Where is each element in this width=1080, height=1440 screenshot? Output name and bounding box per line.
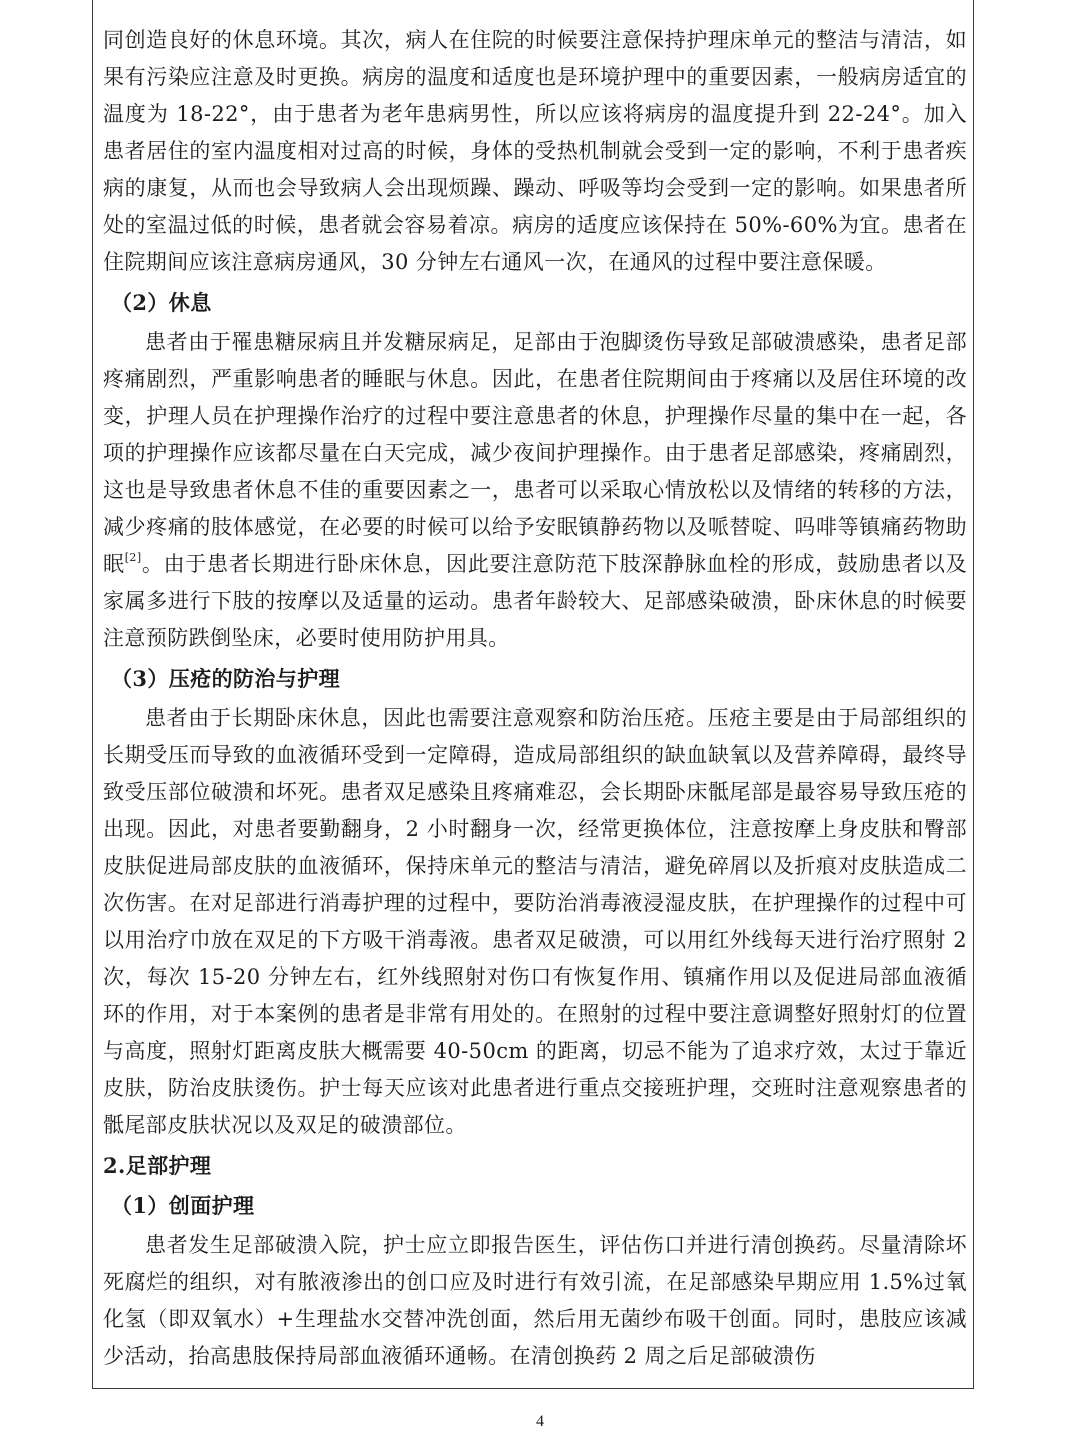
section-heading-foot-care: 2.足部护理	[103, 1153, 212, 1178]
paragraph-environment: 同创造良好的休息环境。其次，病人在住院的时候要注意保持护理床单元的整洁与清洁，如果有污染应注意及时更换。病房的温度和适度也是环境护理中的重要因素，一般病房适宜的温度为 18-22°，由于患者为老年患病男性，所以应该将病房的温度提升到 22-24°。加入患者居住的室内温度相对过高的时候，身体的受热机制就会受到一定的影响，不利于患者疾病的康复，从而也会导致病人会出现烦躁、躁动、呼吸等均会受到一定的影响。如果患者所处的室温过低的时候，患者就会容易着凉。病房的适度应该保持在 50%-60%为宜。患者在住院期间应该注意病房通风，30 分钟左右通风一次，在通风的过程中要注意保暖。	[103, 28, 967, 274]
section-heading-pressure-sore: （3）压疮的防治与护理	[111, 666, 341, 691]
page-number: 4	[536, 1413, 544, 1430]
section-heading-rest: （2）休息	[111, 290, 212, 315]
document-body	[103, 22, 967, 1375]
paragraph-wound-care: 患者发生足部破溃入院，护士应立即报告医生，评估伤口并进行清创换药。尽量清除坏死腐烂的组织，对有脓液渗出的创口应及时进行有效引流，在足部感染早期应用 1.5%过氧化氢（即双氧水）+生理盐水交替冲洗创面，然后用无菌纱布吸干创面。同时，患肢应该减少活动，抬高患肢保持局部血液循环通畅。在清创换药 2 周之后足部破溃伤	[103, 1233, 967, 1368]
paragraph-rest	[103, 324, 967, 657]
citation-marker: [2]	[124, 551, 142, 564]
paragraph-rest-text-b: 。由于患者长期进行卧床休息，因此要注意防范下肢深静脉血栓的形成，鼓励患者以及家属多进行下肢的按摩以及适量的运动。患者年龄较大、足部感染破溃，卧床休息的时候要注意预防跌倒坠床，必要时使用防护用具。	[103, 552, 967, 650]
paragraph-pressure-sore: 患者由于长期卧床休息，因此也需要注意观察和防治压疮。压疮主要是由于局部组织的长期受压而导致的血液循环受到一定障碍，造成局部组织的缺血缺氧以及营养障碍，最终导致受压部位破溃和坏死。患者双足感染且疼痛难忍，会长期卧床骶尾部是最容易导致压疮的出现。因此，对患者要勤翻身，2 小时翻身一次，经常更换体位，注意按摩上身皮肤和臀部皮肤促进局部皮肤的血液循环，保持床单元的整洁与清洁，避免碎屑以及折痕对皮肤造成二次伤害。在对足部进行消毒护理的过程中，要防治消毒液浸湿皮肤，在护理操作的过程中可以用治疗巾放在双足的下方吸干消毒液。患者双足破溃，可以用红外线每天进行治疗照射 2 次，每次 15-20 分钟左右，红外线照射对伤口有恢复作用、镇痛作用以及促进局部血液循环的作用，对于本案例的患者是非常有用处的。在照射的过程中要注意调整好照射灯的位置与高度，照射灯距离皮肤大概需要 40-50cm 的距离，切忌不能为了追求疗效，太过于靠近皮肤，防治皮肤烫伤。护士每天应该对此患者进行重点交接班护理，交班时注意观察患者的骶尾部皮肤状况以及双足的破溃部位。	[103, 706, 967, 1137]
section-heading-wound-care: （1）创面护理	[111, 1193, 255, 1218]
paragraph-rest-text-a: 患者由于罹患糖尿病且并发糖尿病足，足部由于泡脚烫伤导致足部破溃感染，患者足部疼痛剧烈，严重影响患者的睡眠与休息。因此，在患者住院期间由于疼痛以及居住环境的改变，护理人员在护理操作治疗的过程中要注意患者的休息，护理操作尽量的集中在一起，各项的护理操作应该都尽量在白天完成，减少夜间护理操作。由于患者足部感染，疼痛剧烈，这也是导致患者休息不佳的重要因素之一，患者可以采取心情放松以及情绪的转移的方法，减少疼痛的肢体感觉，在必要的时候可以给予安眠镇静药物以及哌替啶、吗啡等镇痛药物助眠	[103, 330, 967, 576]
